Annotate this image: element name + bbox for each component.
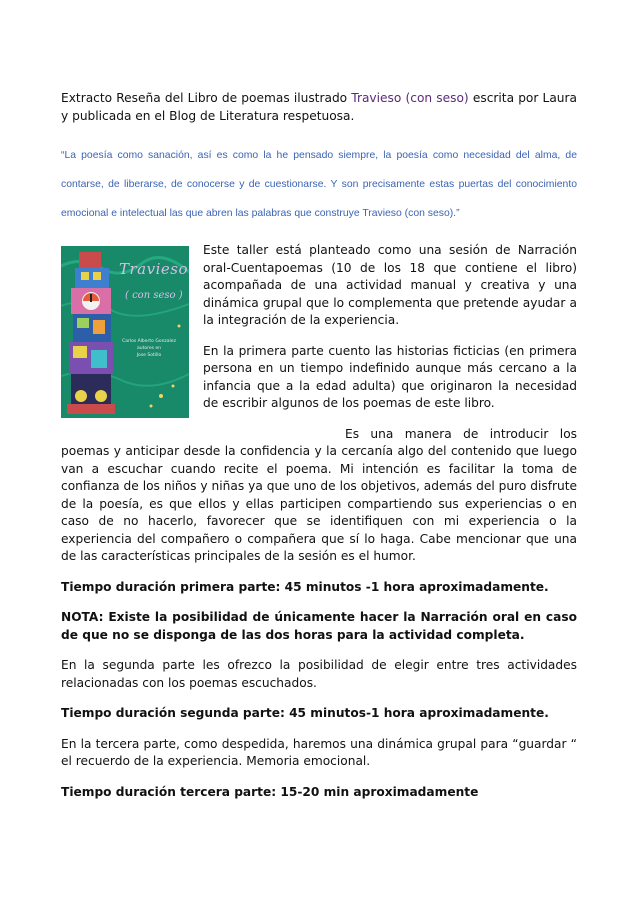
cover-author-line: autores en	[136, 346, 162, 351]
time-first-part: Tiempo duración primera parte: 45 minutos -1 hora aproximadamente.	[61, 579, 549, 594]
document-page	[61, 90, 577, 801]
book-title-highlight: Travieso (con seso)	[351, 91, 469, 105]
paragraph-workshop-intro: Este taller está planteado como una sesión de Narración oral-Cuentapoemas (10 de los 18 que contiene el libro) acompañada de una actividad manual y creativa y una dinámica grupal que lo complementa que pretende ayudar a la integración de la experiencia.	[203, 243, 577, 327]
cover-author	[117, 338, 181, 359]
intro-suffix: escrita por Laura y publicada en el Blog de Literatura respetuosa.	[61, 91, 578, 123]
review-quote: “La poesía como sanación, así es como la he pensado siempre, la poesía como necesidad del alma, de contarse, de liberarse, de conocerse y de cuestionarse. Y son precisamente estas puertas del conocimiento emocional e intelectual las que abren las palabras que construye Travieso (con seso).”	[61, 150, 577, 219]
workshop-description	[61, 242, 577, 566]
intro-prefix: Extracto Reseña del Libro de poemas ilustrado	[61, 91, 352, 105]
cover-author-line: Jose Sotillo	[136, 353, 162, 358]
cover-author-line: Carlos Alberto Gonzalez	[122, 339, 176, 344]
intro-paragraph	[61, 90, 577, 125]
time-second-part: Tiempo duración segunda parte: 45 minutos-1 hora aproximadamente.	[61, 706, 549, 720]
paragraph-first-part: En la primera parte cuento las historias ficticias (en primera persona en un tiempo indefinido aunque más cercano a la infancia que a la edad adulta) que originaron la necesidad de escribir algunos de los poemas de este libro.	[203, 343, 577, 410]
note-paragraph: NOTA: Existe la posibilidad de únicamente hacer la Narración oral en caso de que no se disponga de las dos horas para la actividad completa.	[61, 610, 577, 642]
paragraph-third-part: En la tercera parte, como despedida, haremos una dinámica grupal para “guardar “ el recuerdo de la experiencia. Memoria emocional.	[61, 736, 577, 768]
paragraph-second-part: En la segunda parte les ofrezco la posibilidad de elegir entre tres actividades relacionadas con los poemas escuchados.	[61, 658, 577, 690]
paragraph-introduce-poems: Es una manera de introducir los poemas y anticipar desde la confidencia y la cercanía algo del contenido que luego van a escuchar cuando recite el poema. Mi intención es facilitar la toma de confianza de los niños y niñas ya que uno de los objetivos, además del puro disfrute de la poesía, es que ellos y ellas participen compartiendo sus experiencias o en caso de no hacerlo, favorecer que se identifiquen con mi experiencia o la experiencia del compañero o compañera que sí lo haga. Cabe mencionar que una de las características principales de la sesión es el humor.	[61, 426, 577, 563]
book-cover-image	[61, 246, 189, 418]
cover-title: Travieso	[119, 260, 188, 278]
cover-subtitle: ( con seso )	[125, 290, 183, 301]
time-third-part: Tiempo duración tercera parte: 15-20 min aproximadamente	[61, 784, 479, 799]
